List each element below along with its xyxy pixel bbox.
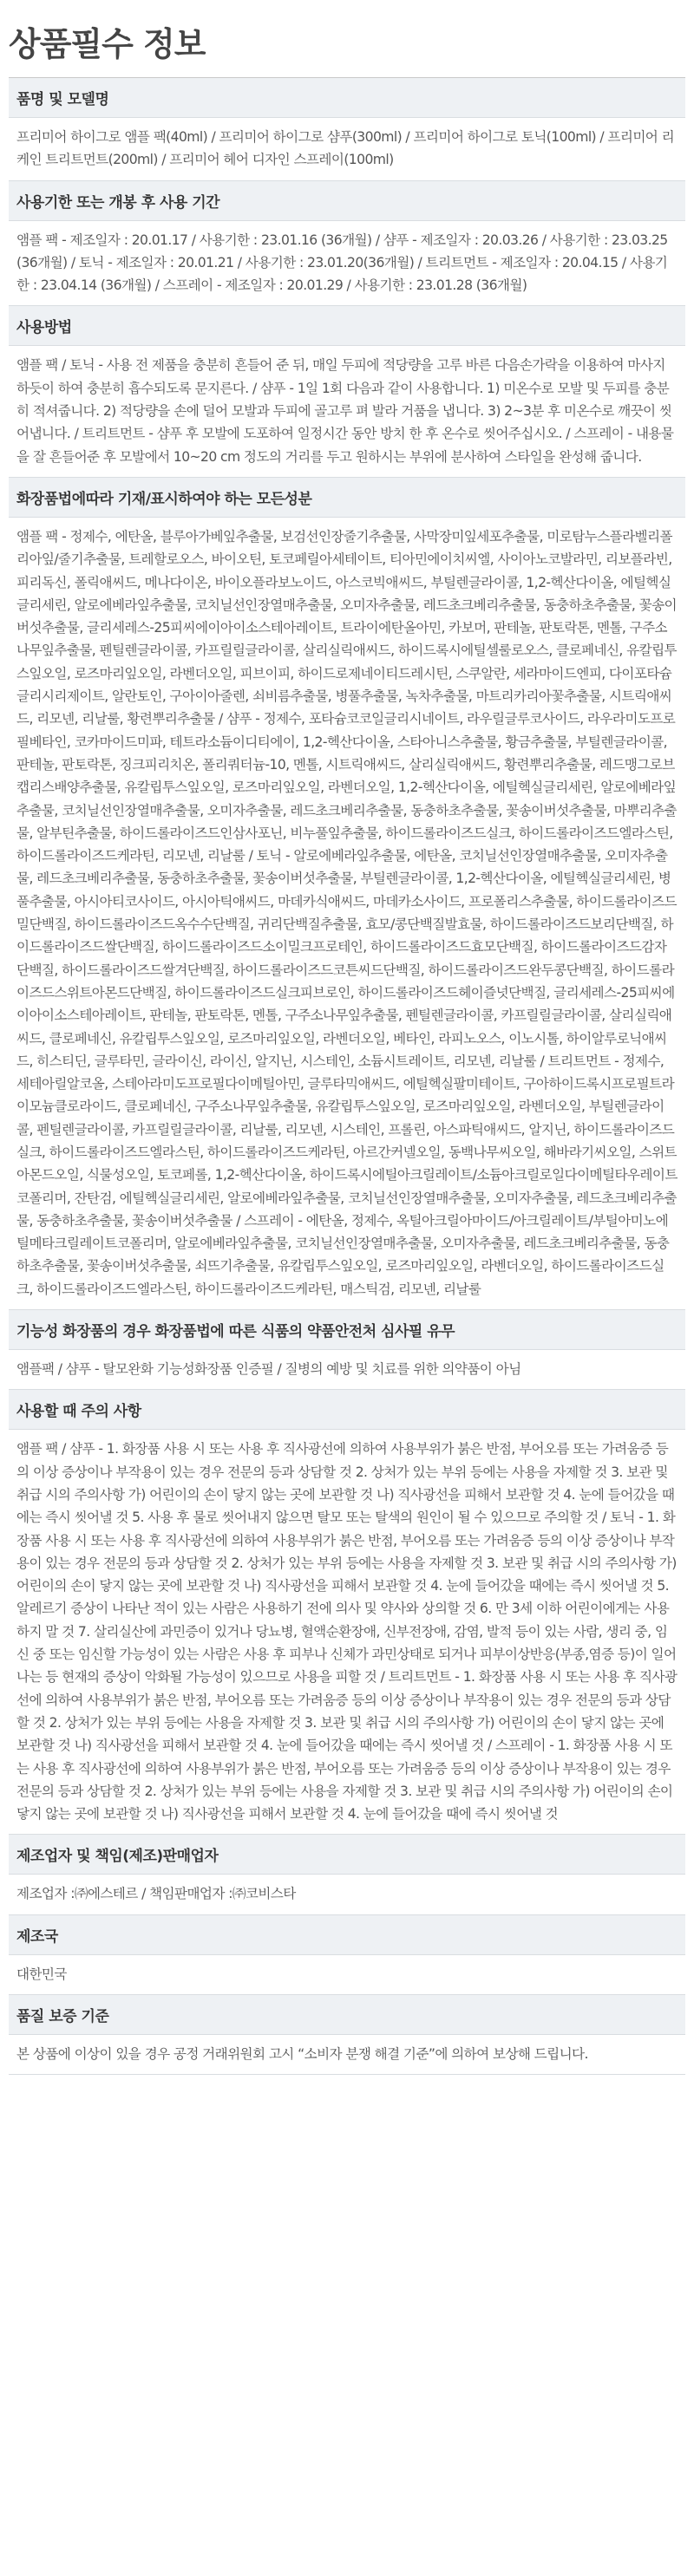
section-heading-functional-review: 기능성 화장품의 경우 화장품법에 따른 식품의 약품안전처 심사필 유무 (9, 1310, 685, 1350)
section-heading-precautions: 사용할 때 주의 사항 (9, 1390, 685, 1430)
section-heading-expiry: 사용기한 또는 개봉 후 사용 기간 (9, 181, 685, 221)
section-content-expiry: 앰플 팩 - 제조일자 : 20.01.17 / 사용기한 : 23.01.16 (36개월) / 샴푸 - 제조일자 : 20.03.26 / 사용기한 : 23.03.25 (36개월) / 토닉 - 제조일자 : 20.01.21 / 사용기한 : 23.01.20(36개월) / 트리트먼트 - 제조일자 : 20.04.15 / 사용기한 : 23.04.14 (36개월) / 스프레이 - 제조일자 : 20.01.29 / 사용기한 : 23.01.28 (36개월) (9, 221, 685, 307)
section-heading-usage: 사용방법 (9, 306, 685, 346)
section-heading-quality-guarantee: 품질 보증 기준 (9, 1995, 685, 2035)
section-content-precautions: 앰플 팩 / 샴푸 - 1. 화장품 사용 시 또는 사용 후 직사광선에 의하여 사용부위가 붉은 반점, 부어오름 또는 가려움증 등의 이상 증상이나 부작용이 있는 경우 전문의 등과 상담할 것 2. 상처가 있는 부위 등에는 사용을 자제할 것 3. 보관 및 취급 시의 주의사항 가) 어린이의 손이 닿지 않는 곳에 보관할 것 나) 직사광선을 피해서 보관할 것 4. 눈에 들어갔을 때에는 즉시 씻어낼 것 5. 사용 후 물로 씻어내지 않으면 탈모 또는 탈색의 원인이 될 수 있으므로 주의할 것 / 토닉 - 1. 화장품 사용 시 또는 사용 후 직사광선에 의하여 사용부위가 붉은 반점, 부어오름 또는 가려움증 등의 이상 증상이나 부작용이 있는 경우 전문의 등과 상담할 것 2. 상처가 있는 부위 등에는 사용을 자제할 것 3. 보관 및 취급 시의 주의사항 가) 어린이의 손이 닿지 않는 곳에 보관할 것 나) 직사광선을 피해서 보관할 것 4. 눈에 들어갔을 때에는 즉시 씻어낼 것 5. 알레르기 증상이 나타난 적이 있는 사람은 사용하기 전에 의사 및 약사와 상의할 것 6. 만 3세 이하 어린이에게는 사용하지 말 것 7. 살리실산에 과민증이 있거나 당뇨병, 혈액순환장애, 신부전장애, 감염, 발적 등이 있는 사람, 생리 중, 임신 중 또는 임신할 가능성이 있는 사람은 사용 후 피부나 신체가 과민상태로 되거나 피부이상반응(부종,염증 등)이 일어나는 등 현재의 증상이 악화될 가능성이 있으므로 사용을 피할 것 / 트리트먼트 - 1. 화장품 사용 시 또는 사용 후 직사광선에 의하여 사용부위가 붉은 반점, 부어오름 또는 가려움증 등의 이상 증상이나 부작용이 있는 경우 전문의 등과 상담할 것 2. 상처가 있는 부위 등에는 사용을 자제할 것 3. 보관 및 취급 시의 주의사항 가) 어린이의 손이 닿지 않는 곳에 보관할 것 나) 직사광선을 피해서 보관할 것 4. 눈에 들어갔을 때에는 즉시 씻어낼 것 / 스프레이 - 1. 화장품 사용 시 또는 사용 후 직사광선에 의하여 사용부위가 붉은 반점, 부어오름 또는 가려움증 등의 이상 증상이나 부작용이 있는 경우 전문의 등과 상담할 것 2. 상처가 있는 부위 등에는 사용을 자제할 것 3. 보관 및 취급 시의 주의사항 가) 어린이의 손이 닿지 않는 곳에 보관할 것 나) 직사광선을 피해서 보관할 것 4. 눈에 들어갔을 때에 즉시 씻어낼 것 (9, 1430, 685, 1835)
section-heading-ingredients: 화장품법에따라 기재/표시하여야 하는 모든성분 (9, 478, 685, 518)
section-content-ingredients: 앰플 팩 - 정제수, 에탄올, 블루아가베잎추출물, 보검선인장줄기추출물, 사막장미잎세포추출물, 미로탐누스플라벨리폴리아잎/줄기추출물, 트레할로오스, 바이오틴, 토코페릴아세테이트, 티아민에이치씨엘, 사이아노코발라민, 리보플라빈, 피리독신, 폴릭애씨드, 메나다이온, 바이오플라보노이드, 아스코빅애씨드, 부틸렌글라이콜, 1,2-헥산다이올, 에틸헥실글리세린, 알로에베라잎추출물, 코치닐선인장열매추출물, 오미자추출물, 레드초크베리추출물, 동충하초추출물, 꽃송이버섯추출물, 글리세레스-25피씨에이아이소스테아레이트, 트라이에탄올아민, 카보머, 판테놀, 판토락톤, 멘톨, 구주소나무잎추출물, 펜틸렌글라이콜, 카프릴릴글라이콜, 살리실릭애씨드, 하이드록시에틸셀룰로오스, 클로페네신, 유칼립투스잎오일, 로즈마리잎오일, 라벤더오일, 피브이피, 하이드로제네이티드레시틴, 스쿠알란, 세라마이드엔피, 다이포타슘글리시리제이트, 알란토인, 구아이아줄렌, 쇠비름추출물, 병풀추출물, 녹차추출물, 마트리카리아꽃추출물, 시트릭애씨드, 리모넨, 리날룰, 황련뿌리추출물 / 샴푸 - 정제수, 포타슘코코일글리시네이트, 라우릴글루코사이드, 라우라미도프로필베타인, 코카마이드미파, 테트라소듐이디티에이, 1,2-헥산다이올, 스타아니스추출물, 황금추출물, 부틸렌글라이콜, 판테놀, 판토락톤, 징크피리치온, 폴리쿼터늄-10, 멘톨, 시트릭애씨드, 살리실릭애씨드, 황련뿌리추출물, 레드맹그로브캡리스배양추출물, 유칼립투스잎오일, 로즈마리잎오일, 라벤더오일, 1,2-헥산다이올, 에틸헥실글리세린, 알로에베라잎추출물, 코치닐선인장열매추출물, 오미자추출물, 레드초크베리추출물, 동충하초추출물, 꽃송이버섯추출물, 마뿌리추출물, 알부틴추출물, 하이드롤라이즈드인삼사포닌, 비누풀잎추출물, 하이드롤라이즈드실크, 하이드롤라이즈드엘라스틴, 하이드롤라이즈드케라틴, 리모넨, 리날룰 / 토닉 - 알로에베라잎추출물, 에탄올, 코치닐선인장열매추출물, 오미자추출물, 레드초크베리추출물, 동충하초추출물, 꽃송이버섯추출물, 부틸렌글라이콜, 1,2-헥산다이올, 에틸헥실글리세린, 병풀추출물, 아시아티코사이드, 아시아틱애씨드, 마데카식애씨드, 마데카소사이드, 프로폴리스추출물, 하이드롤라이즈드밀단백질, 하이드롤라이즈드옥수수단백질, 귀리단백질추출물, 효모/콩단백질발효물, 하이드롤라이즈드보리단백질, 하이드롤라이즈드쌀단백질, 하이드롤라이즈드소이밀크프로테인, 하이드롤라이즈드효모단백질, 하이드롤라이즈드감자단백질, 하이드롤라이즈드쌀겨단백질, 하이드롤라이즈드코튼씨드단백질, 하이드롤라이즈드완두콩단백질, 하이드롤라이즈드스위트아몬드단백질, 하이드롤라이즈드실크피브로인, 하이드롤라이즈드헤이즐넛단백질, 글리세레스-25피씨에이아이소스테아레이트, 판테놀, 판토락톤, 멘톨, 구주소나무잎추출물, 펜틸렌글라이콜, 카프릴릴글라이콜, 살리실릭애씨드, 클로페네신, 유칼립투스잎오일, 로즈마리잎오일, 라벤더오일, 베타인, 라피노오스, 이노시톨, 하이알루로닉애씨드, 히스티딘, 글루타민, 글라이신, 라이신, 알지닌, 시스테인, 소듐시트레이트, 리모넨, 리날룰 / 트리트먼트 - 정제수, 세테아릴알코올, 스테아라미도프로필다이메틸아민, 글루타믹애씨드, 에틸헥실팔미테이트, 구아하이드록시프로필트라이모늄클로라이드, 클로페네신, 구주소나무잎추출물, 유칼립투스잎오일, 로즈마리잎오일, 라벤더오일, 부틸렌글라이콜, 펜틸렌글라이콜, 카프릴릴글라이콜, 리날룰, 리모넨, 시스테인, 프롤린, 아스파틱애씨드, 알지닌, 하이드롤라이즈드실크, 하이드롤라이즈드엘라스틴, 하이드롤라이즈드케라틴, 아르간커넬오일, 동백나무씨오일, 해바라기씨오일, 스위트아몬드오일, 식물성오일, 토코페롤, 1,2-헥산다이올, 하이드록시에틸아크릴레이트/소듐아크릴로일다이메틸타우레이트코폴리머, 잔탄검, 에틸헥실글리세린, 알로에베라잎추출물, 코치닐선인장열매추출물, 오미자추출물, 레드초크베리추출물, 동충하초추출물, 꽃송이버섯추출물 / 스프레이 - 에탄올, 정제수, 옥틸아크릴아마이드/아크릴레이트/부틸아미노에틸메타크릴레이트코폴리머, 알로에베라잎추출물, 코치닐선인장열매추출물, 오미자추출물, 레드초크베리추출물, 동충하초추출물, 꽃송이버섯추출물, 쇠뜨기추출물, 유칼립투스잎오일, 로즈마리잎오일, 라벤더오일, 하이드롤라이즈드실크, 하이드롤라이즈드엘라스틴, 하이드롤라이즈드케라틴, 매스틱검, 리모넨, 리날룰 (9, 518, 685, 1310)
section-heading-product-name: 품명 및 모델명 (9, 78, 685, 118)
section-heading-manufacturer: 제조업자 및 책임(제조)판매업자 (9, 1835, 685, 1875)
section-content-functional-review: 앰플팩 / 샴푸 - 탈모완화 기능성화장품 인증필 / 질병의 예방 및 치료를 위한 의약품이 아님 (9, 1350, 685, 1390)
section-content-country: 대한민국 (9, 1955, 685, 1995)
page-title: 상품필수 정보 (9, 25, 206, 63)
info-table (9, 77, 685, 2075)
section-content-product-name: 프리미어 하이그로 앰플 팩(40ml) / 프리미어 하이그로 샴푸(300ml) / 프리미어 하이그로 토닉(100ml) / 프리미어 리케인 트리트먼트(200ml) / 프리미어 헤어 디자인 스프레이(100ml) (9, 118, 685, 181)
section-content-manufacturer: 제조업자 :㈜에스테르 / 책임판매업자 :㈜코비스타 (9, 1875, 685, 1914)
section-content-usage: 앰플 팩 / 토닉 - 사용 전 제품을 충분히 흔들어 준 뒤, 매일 두피에 적당량을 고루 바른 다음손가락을 이용하여 마사지 하듯이 하여 충분히 흡수되도록 문지른다. / 샴푸 - 1일 1회 다음과 같이 사용합니다. 1) 미온수로 모발 및 두피를 충분히 적셔줍니다. 2) 적당량을 손에 덜어 모발과 두피에 골고루 펴 발라 거품을 냅니다. 3) 2~3분 후 미온수로 깨끗이 씻어냅니다. / 트리트먼트 - 샴푸 후 모발에 도포하여 일정시간 동안 방치 한 후 온수로 씻어주십시오. / 스프레이 - 내용물을 잘 흔들어준 후 모발에서 10~20 cm 정도의 거리를 두고 원하시는 부위에 분사하여 스타일을 완성해 줍니다. (9, 346, 685, 477)
section-content-quality-guarantee: 본 상품에 이상이 있을 경우 공정 거래위원회 고시 “소비자 분쟁 해결 기준”에 의하여 보상해 드립니다. (9, 2035, 685, 2075)
section-heading-country: 제조국 (9, 1915, 685, 1955)
